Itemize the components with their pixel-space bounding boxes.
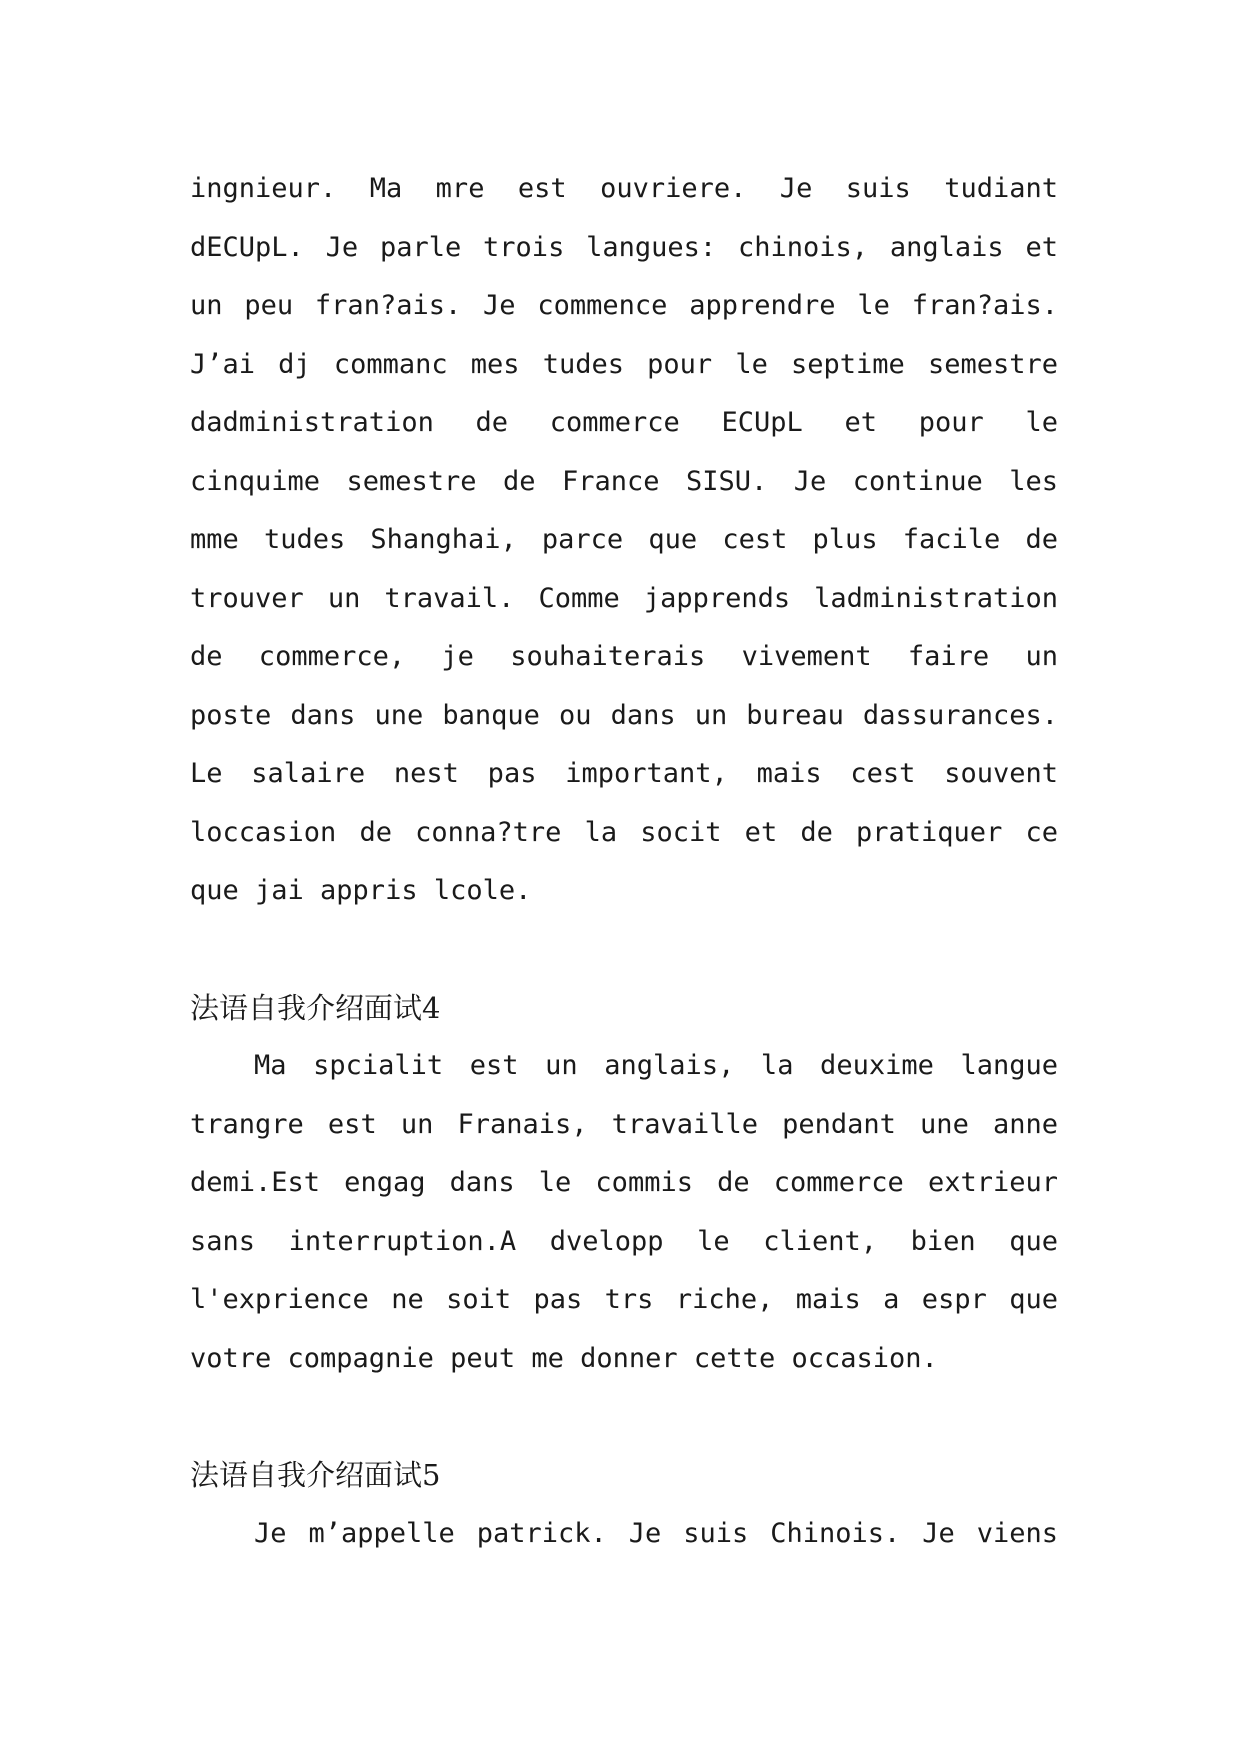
text-line: demi.Est engag dans le commis de commerce extrieur	[190, 1167, 1058, 1198]
paragraph-interview-4	[190, 1037, 1058, 1388]
paragraph-interview-5	[190, 1505, 1058, 1564]
text-line: trouver un travail. Comme japprends ladministration	[190, 582, 1058, 614]
section-heading: 法语自我介绍面试4	[190, 990, 441, 1025]
text-line: que jai appris lcole.	[190, 875, 532, 906]
section-gap	[190, 921, 1058, 979]
text-line: poste dans une banque ou dans un bureau dassurances.	[190, 699, 1058, 731]
section-gap	[190, 1388, 1058, 1446]
text-line: ingnieur. Ma mre est ouvriere. Je suis tudiant	[190, 173, 1058, 204]
text-line: Je m’appelle patrick. Je suis Chinois. Je viens	[254, 1517, 1058, 1549]
text-line: sans interruption.A dvelopp le client, bien que	[190, 1225, 1058, 1257]
text-line: un peu fran?ais. Je commence apprendre le fran?ais.	[190, 290, 1058, 321]
document-body	[190, 160, 1058, 1563]
text-line: mme tudes Shanghai, parce que cest plus facile de	[190, 524, 1058, 555]
text-line: J’ai dj commanc mes tudes pour le septime semestre	[190, 348, 1058, 380]
text-line: trangre est un Franais, travaille pendant une anne	[190, 1108, 1058, 1140]
paragraph-intro-continued	[190, 160, 1058, 921]
text-line: votre compagnie peut me donner cette occasion.	[190, 1342, 938, 1374]
text-line: Le salaire nest pas important, mais cest souvent	[190, 758, 1058, 789]
text-line: dECUpL. Je parle trois langues: chinois, anglais et	[190, 231, 1058, 263]
text-line: l'exprience ne soit pas trs riche, mais a espr que	[190, 1284, 1058, 1315]
text-line: dadministration de commerce ECUpL et pour le	[190, 407, 1058, 438]
text-line: Ma spcialit est un anglais, la deuxime langue	[254, 1050, 1058, 1081]
text-line: cinquime semestre de France SISU. Je continue les	[190, 465, 1058, 497]
text-line: de commerce, je souhaiterais vivement faire un	[190, 641, 1058, 672]
section-heading: 法语自我介绍面试5	[190, 1458, 441, 1492]
text-line: loccasion de conna?tre la socit et de pratiquer ce	[190, 816, 1058, 848]
